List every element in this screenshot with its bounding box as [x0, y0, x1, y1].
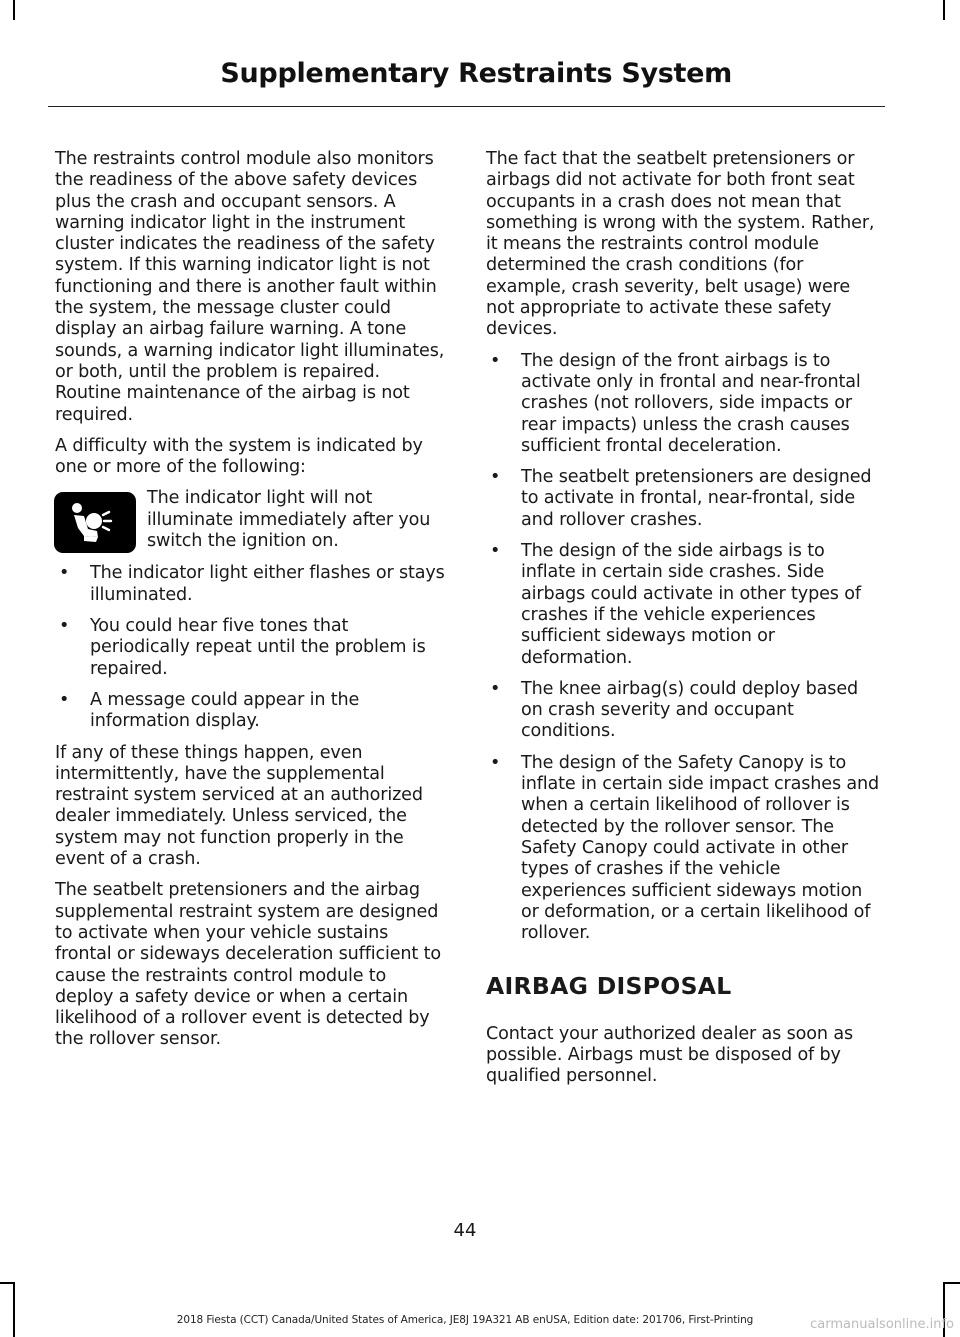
- crop-mark-bottom-right-h: [944, 1282, 960, 1284]
- list-item: • The seatbelt pretensioners are designed to activate in frontal, near-frontal, side and rollover crashes.: [486, 467, 880, 531]
- list-item: • The indicator light either flashes or stays illuminated.: [55, 563, 449, 606]
- list-item: • A message could appear in the information display.: [55, 690, 449, 733]
- symptom-list: [55, 563, 449, 732]
- crop-mark-top-left: [13, 0, 15, 20]
- right-column: [486, 149, 880, 1098]
- edition-footer: 2018 Fiesta (CCT) Canada/United States of America, JE8J 19A321 AB enUSA, Edition date: 201706, First-Printing: [176, 1314, 754, 1326]
- crop-mark-bottom-left-v: [13, 1282, 15, 1337]
- list-item: • The design of the side airbags is to inflate in certain side crashes. Side airbags could activate in other types of crashes if the vehicle experiences sufficient sideways motion or deformation.: [486, 541, 880, 669]
- crop-mark-top-right: [943, 0, 945, 20]
- paragraph-activation: The seatbelt pretensioners and the airbag supplemental restraint system are designed to activate when your vehicle sustains frontal or sideways deceleration sufficient to cause the restraints control module to deploy a safety device or when a certain likelihood of a rollover event is detected by the rollover sensor.: [55, 880, 441, 1050]
- crop-mark-bottom-left-h: [0, 1282, 14, 1284]
- indicator-light-text: The indicator light will not illuminate immediately after you switch the ignition on.: [147, 488, 431, 552]
- list-item: • You could hear five tones that periodically repeat until the problem is repaired.: [55, 616, 449, 680]
- list-item: • The design of the Safety Canopy is to inflate in certain side impact crashes and when a certain likelihood of rollover is detected by the rollover sensor. The Safety Canopy could activate in other types of crashes if the vehicle experiences sufficient sideways motion or deformation, or a certain likelihood of rollover.: [486, 753, 880, 945]
- page-number: 44: [453, 1220, 477, 1241]
- paragraph-monitoring: The restraints control module also monitors the readiness of the above safety devices plus the crash and occupant sensors. A warning indicator light in the instrument cluster indicates the readiness of the safety system. If this warning indicator light is not functioning and there is another fault within the system, the message cluster could display an airbag failure warning. A tone sounds, a warning indicator light illuminates, or both, until the problem is repaired. Routine maintenance of the airbag is not required.: [55, 149, 445, 425]
- indicator-light-block: [55, 488, 449, 553]
- header-divider: [48, 106, 885, 107]
- airbag-design-list: [486, 351, 880, 945]
- list-item: • The design of the front airbags is to activate only in frontal and near-frontal crashes (not rollovers, side impacts or rear impacts) unless the crash causes sufficient frontal deceleration.: [486, 351, 880, 457]
- paragraph-disposal: Contact your authorized dealer as soon as possible. Airbags must be disposed of by qualified personnel.: [486, 1023, 853, 1087]
- airbag-warning-icon: [54, 492, 136, 553]
- list-item: • The knee airbag(s) could deploy based on crash severity and occupant conditions.: [486, 679, 880, 743]
- paragraph-difficulty-intro: A difficulty with the system is indicated by one or more of the following:: [55, 435, 423, 478]
- left-column: [55, 149, 449, 1061]
- page-title: Supplementary Restraints System: [220, 58, 732, 89]
- paragraph-non-activation: The fact that the seatbelt pretensioners or airbags did not activate for both front seat occupants in a crash does not mean that something is wrong with the system. Rather, it means the restraints control module determined the crash conditions (for example, crash severity, belt usage) were not appropriate to activate these safety devices.: [486, 149, 875, 340]
- section-heading-airbag-disposal: AIRBAG DISPOSAL: [486, 972, 732, 1001]
- paragraph-service-advice: If any of these things happen, even intermittently, have the supplemental restraint system serviced at an authorized dealer immediately. Unless serviced, the system may not function properly in the event of a crash.: [55, 742, 423, 870]
- watermark: carmanualsonline.info: [810, 1317, 954, 1332]
